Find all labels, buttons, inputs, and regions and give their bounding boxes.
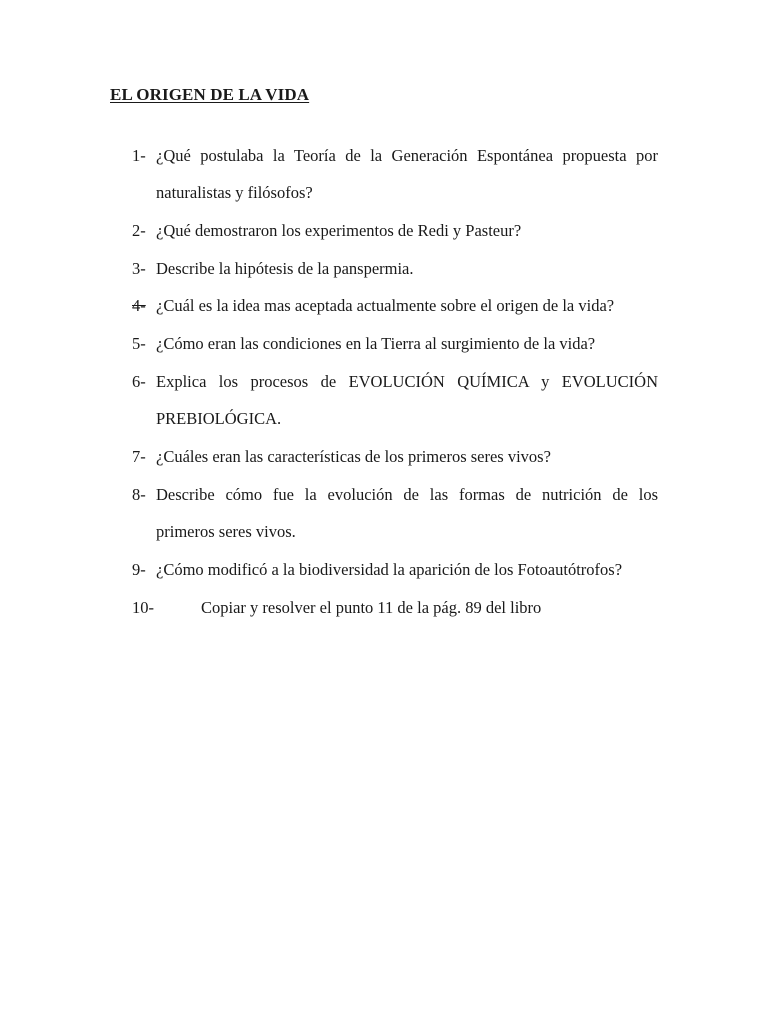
question-text-line: Copiar y resolver el punto 11 de la pág. 89 del libro — [201, 598, 542, 617]
question-number: 4- — [132, 296, 146, 315]
question-text-line: ¿Cuál es la idea mas aceptada actualmente sobre el origen de la vida? — [156, 296, 615, 315]
question-number: 8- — [132, 485, 146, 504]
question-text-line: PREBIOLÓGICA. — [156, 409, 282, 428]
question-text-line: ¿Cuáles eran las características de los primeros seres vivos? — [156, 447, 551, 466]
question-number: 10- — [132, 598, 154, 617]
question-number: 6- — [132, 372, 146, 391]
document-title: EL ORIGEN DE LA VIDA — [110, 85, 310, 104]
question-number: 2- — [132, 221, 146, 240]
question-text-line: naturalistas y filósofos? — [156, 183, 313, 202]
question-text-line: primeros seres vivos. — [156, 522, 296, 541]
question-number: 1- — [132, 146, 146, 165]
question-text-line: Describe cómo fue la evolución de las formas de nutrición de los — [156, 485, 658, 504]
question-text-line: Describe la hipótesis de la panspermia. — [156, 259, 414, 278]
question-number: 9- — [132, 560, 146, 579]
question-text-line: ¿Cómo eran las condiciones en la Tierra al surgimiento de la vida? — [156, 334, 596, 353]
question-text-line: Explica los procesos de EVOLUCIÓN QUÍMICA y EVOLUCIÓN — [156, 372, 658, 391]
question-number: 7- — [132, 447, 146, 466]
question-number: 5- — [132, 334, 146, 353]
question-text-line: ¿Cómo modificó a la biodiversidad la aparición de los Fotoautótrofos? — [156, 560, 623, 579]
question-text-line: ¿Qué demostraron los experimentos de Redi y Pasteur? — [156, 221, 522, 240]
question-number: 3- — [132, 259, 146, 278]
question-text-line: ¿Qué postulaba la Teoría de la Generación Espontánea propuesta por — [156, 146, 658, 165]
